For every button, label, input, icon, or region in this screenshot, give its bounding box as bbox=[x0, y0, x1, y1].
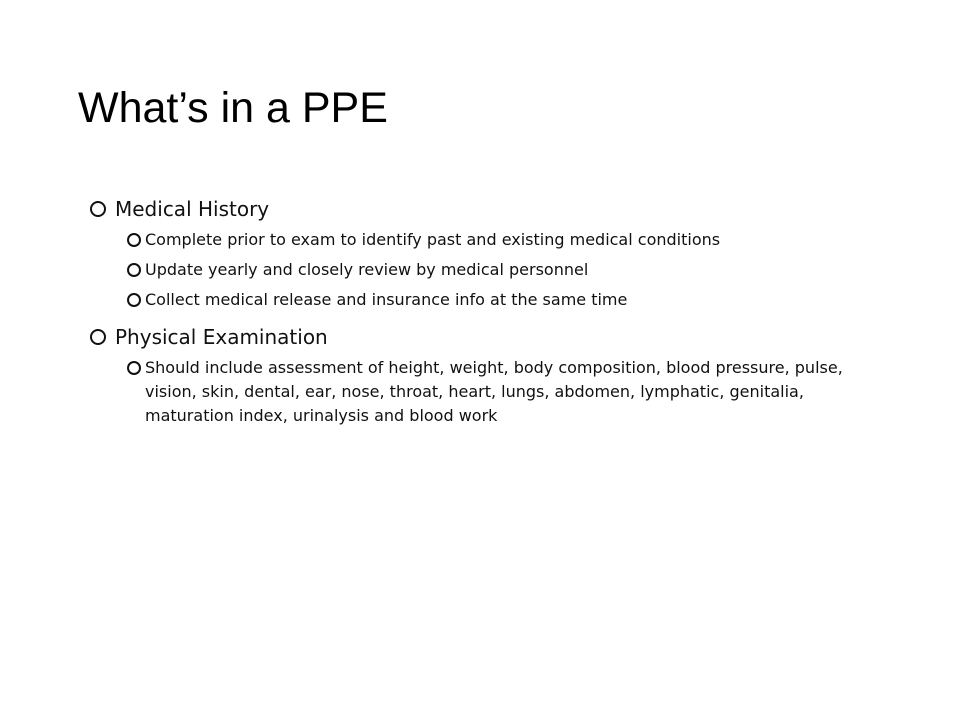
slide-title: What’s in a PPE bbox=[78, 84, 388, 132]
bullet-text: Collect medical release and insurance info at the same time bbox=[145, 290, 628, 309]
bullet-item-level2 bbox=[127, 228, 890, 252]
bullet-text: Complete prior to exam to identify past and existing medical conditions bbox=[145, 230, 721, 249]
hollow-circle-bullet-icon bbox=[127, 293, 141, 307]
sub-bullet-list bbox=[90, 228, 890, 312]
hollow-circle-bullet-icon bbox=[90, 329, 106, 345]
hollow-circle-bullet-icon bbox=[127, 361, 141, 375]
hollow-circle-bullet-icon bbox=[90, 201, 106, 217]
bullet-item-level1 bbox=[90, 194, 890, 224]
bullet-item-level2 bbox=[127, 356, 880, 428]
hollow-circle-bullet-icon bbox=[127, 263, 141, 277]
bullet-group-medical-history bbox=[90, 194, 890, 312]
bullet-item-level2 bbox=[127, 288, 890, 312]
bullet-text: Should include assessment of height, weight, body composition, blood pressure, pulse, vision, skin, dental, ear, nose, throat, heart, lungs, abdomen, lymphatic, genitalia, maturation index, urinalysis and blood work bbox=[145, 358, 843, 425]
bullet-group-physical-examination bbox=[90, 322, 890, 428]
bullet-item-level1 bbox=[90, 322, 890, 352]
bullet-item-level2 bbox=[127, 258, 890, 282]
hollow-circle-bullet-icon bbox=[127, 233, 141, 247]
bullet-text: Update yearly and closely review by medical personnel bbox=[145, 260, 589, 279]
bullet-heading: Physical Examination bbox=[115, 325, 328, 349]
slide-body bbox=[90, 194, 890, 428]
bullet-heading: Medical History bbox=[115, 197, 270, 221]
sub-bullet-list bbox=[90, 356, 890, 428]
